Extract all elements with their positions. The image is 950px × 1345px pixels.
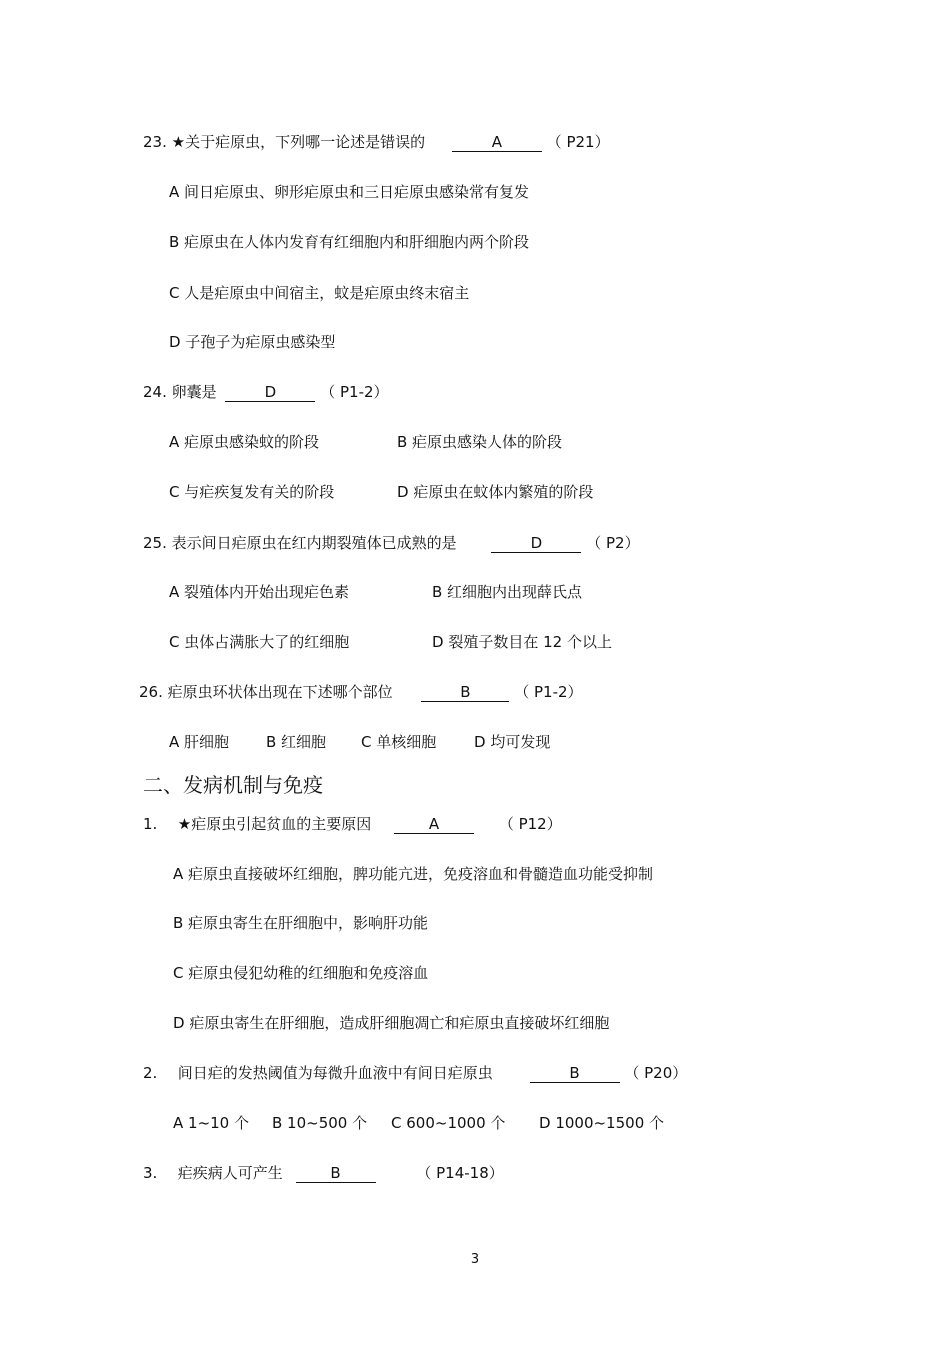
question-stem: 疟疾病人可产生 [177,1164,283,1182]
star-icon: ★ [177,815,192,833]
question-stem: 间日疟的发热阈值为每微升血液中有间日疟原虫 [177,1064,493,1082]
option-a: A 间日疟原虫、卵形疟原虫和三日疟原虫感染常有复发 [169,183,530,201]
question-number: 2. [143,1064,158,1082]
option-a: A 疟原虫直接破坏红细胞，脾功能亢进，免疫溶血和骨髓造血功能受抑制 [173,865,654,883]
question-number: 3. [143,1164,158,1182]
question-number: 25. [143,534,167,552]
question-number: 26. [139,683,163,701]
option-c: C 疟原虫侵犯幼稚的红细胞和免疫溶血 [173,964,429,982]
question-stem: 关于疟原虫，下列哪一论述是错误的 [185,133,426,151]
option-a: A 疟原虫感染蚊的阶段 [169,433,320,451]
question-stem: 卵囊是 [171,383,217,401]
answer-blank: B [296,1164,376,1183]
question-number: 1. [143,815,158,833]
question-number: 23. [143,133,167,151]
answer-blank: A [394,815,474,834]
page-reference: （ P21） [546,133,610,151]
option-b: B 红细胞内出现薛氏点 [432,583,583,601]
section2-question-2 [143,1063,687,1083]
option-a: A 裂殖体内开始出现疟色素 [169,583,350,601]
page-reference: （ P20） [624,1064,688,1082]
question-24 [143,382,389,402]
option-c: C 人是疟原虫中间宿主，蚊是疟原虫终末宿主 [169,284,470,302]
page-reference: （ P2） [586,534,640,552]
answer-blank: A [452,133,542,152]
section2-question-1 [143,814,562,834]
answer-blank: B [530,1064,620,1083]
answer-blank: B [421,683,509,702]
question-number: 24. [143,383,167,401]
question-23 [143,132,610,152]
option-b: B 疟原虫感染人体的阶段 [397,433,563,451]
answer-blank: D [225,383,315,402]
question-stem: 疟原虫环状体出现在下述哪个部位 [167,683,393,701]
option-b: B 10~500 个 [272,1114,368,1132]
question-stem: 疟原虫引起贫血的主要原因 [191,815,372,833]
page-number: 3 [470,1252,480,1267]
section2-question-3 [143,1163,504,1183]
page-reference: （ P12） [498,815,562,833]
option-c: C 单核细胞 [361,733,437,751]
option-a: A 1~10 个 [173,1114,249,1132]
question-stem: 表示间日疟原虫在红内期裂殖体已成熟的是 [171,534,457,552]
section-heading: 二、发病机制与免疫 [143,773,323,797]
question-26 [139,682,583,702]
page-reference: （ P1-2） [514,683,583,701]
page-reference: （ P14-18） [416,1164,504,1182]
question-25 [143,533,640,553]
option-d: D 疟原虫寄生在肝细胞，造成肝细胞凋亡和疟原虫直接破坏红细胞 [173,1014,610,1032]
option-b: B 疟原虫在人体内发育有红细胞内和肝细胞内两个阶段 [169,233,530,251]
answer-blank: D [491,534,581,553]
option-d: D 均可发现 [474,733,551,751]
option-d: D 裂殖子数目在 12 个以上 [432,633,612,651]
option-d: D 疟原虫在蚊体内繁殖的阶段 [397,483,594,501]
option-a: A 肝细胞 [169,733,230,751]
option-b: B 红细胞 [266,733,327,751]
page-reference: （ P1-2） [320,383,389,401]
star-icon: ★ [171,133,186,151]
option-c: C 虫体占满胀大了的红细胞 [169,633,350,651]
option-c: C 与疟疾复发有关的阶段 [169,483,335,501]
option-d: D 子孢子为疟原虫感染型 [169,333,336,351]
option-b: B 疟原虫寄生在肝细胞中，影响肝功能 [173,914,429,932]
option-d: D 1000~1500 个 [539,1114,665,1132]
option-c: C 600~1000 个 [391,1114,506,1132]
